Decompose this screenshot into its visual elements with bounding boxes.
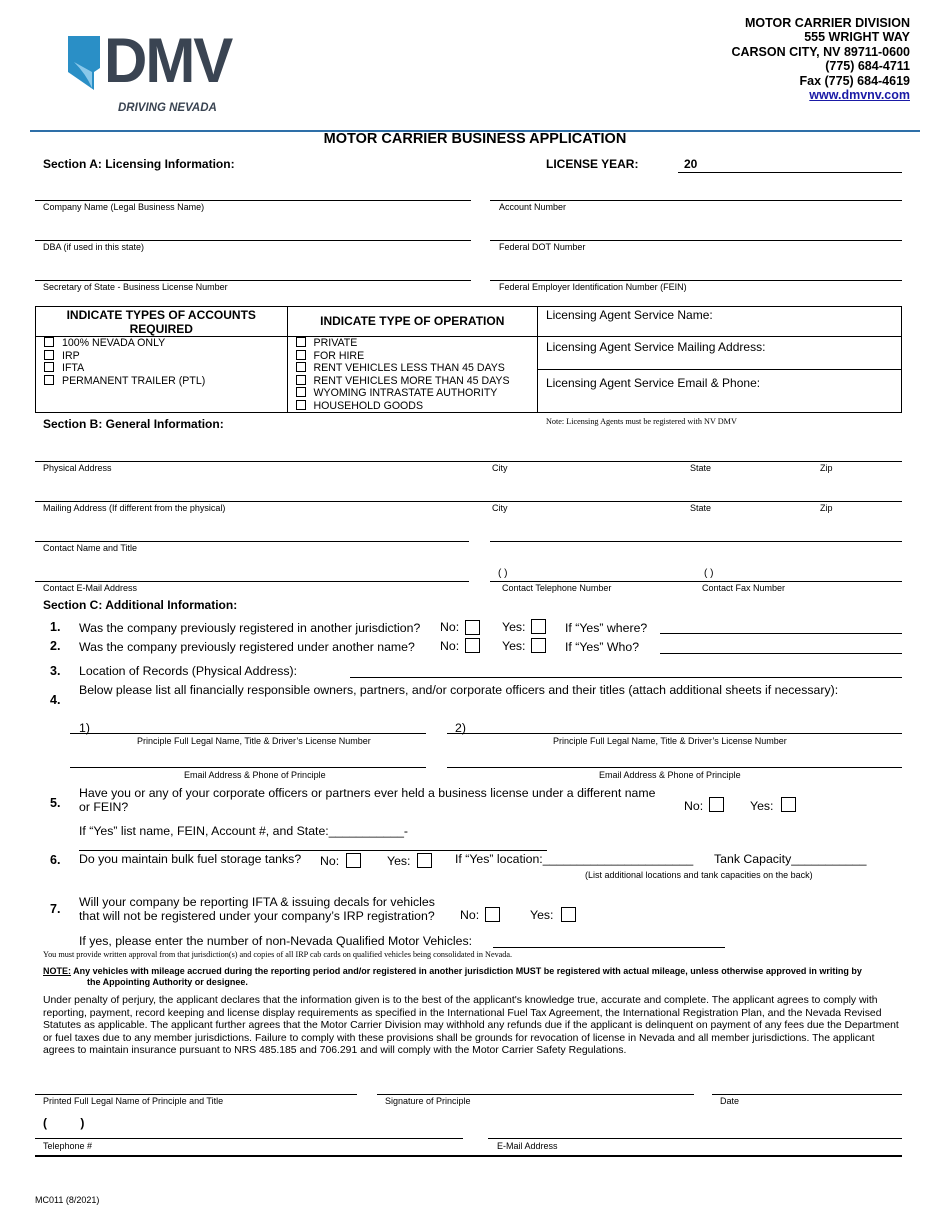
q1-where-field[interactable] — [660, 633, 902, 634]
license-year-field[interactable] — [678, 172, 902, 173]
principal-2-marker: 2) — [455, 721, 466, 735]
phone-area-code: ( ) — [498, 568, 508, 579]
agent-email-label: Licensing Agent Service Email & Phone: — [545, 376, 761, 390]
account-option[interactable]: PERMANENT TRAILER (PTL) — [44, 375, 287, 388]
date-field[interactable] — [712, 1094, 902, 1095]
agent-name-cell[interactable] — [537, 307, 901, 337]
blank-field[interactable] — [490, 541, 902, 542]
mileage-note — [43, 966, 903, 988]
logo-text: DMV — [104, 25, 232, 96]
accounts-list-cell — [36, 337, 288, 413]
contact-email-label: Contact E-Mail Address — [43, 583, 138, 593]
contact-name-label: Contact Name and Title — [43, 543, 138, 553]
account-number-label: Account Number — [499, 202, 567, 212]
operation-option[interactable]: FOR HIRE — [296, 350, 537, 363]
fein-label: Federal Employer Identification Number (FEIN) — [499, 282, 687, 292]
contact-fax-label: Contact Fax Number — [702, 583, 786, 593]
signature-label: Signature of Principle — [385, 1096, 471, 1106]
principal-1-name-field[interactable] — [70, 733, 426, 734]
records-location-field[interactable] — [350, 677, 902, 678]
fax-number: Fax (775) 684-4619 — [799, 73, 910, 88]
division-address — [731, 16, 910, 102]
q7-no-label: No: — [460, 908, 480, 922]
q7-vehicle-count-field[interactable] — [493, 947, 725, 948]
accounts-header: INDICATE TYPES OF ACCOUNTS REQUIRED — [66, 308, 256, 336]
q1-yes-checkbox[interactable] — [531, 619, 546, 634]
agent-name-label: Licensing Agent Service Name: — [545, 308, 713, 322]
checkbox[interactable] — [44, 375, 54, 385]
note-text-2: the Appointing Authority or designee. — [87, 977, 248, 987]
q5-number: 5. — [50, 796, 61, 810]
q1-no-label: No: — [440, 620, 460, 634]
q1-text: Was the company previously registered in another jurisdiction? — [79, 621, 421, 635]
section-b-heading: Section B: General Information: — [43, 417, 224, 431]
checkbox[interactable] — [296, 362, 306, 372]
operation-option[interactable]: HOUSEHOLD GOODS — [296, 400, 537, 413]
q3-number: 3. — [50, 664, 61, 678]
contact-phone-label: Contact Telephone Number — [502, 583, 612, 593]
q6-capacity-field[interactable]: Tank Capacity___________ — [714, 852, 867, 866]
q4-number: 4. — [50, 693, 61, 707]
website-link[interactable]: www.dmvnv.com — [809, 88, 910, 103]
email-label: E-Mail Address — [497, 1141, 558, 1151]
division-name: MOTOR CARRIER DIVISION — [744, 16, 910, 30]
q1-no-checkbox[interactable] — [465, 620, 480, 635]
account-option[interactable]: 100% NEVADA ONLY — [44, 337, 287, 350]
operation-header: INDICATE TYPE OF OPERATION — [320, 314, 505, 328]
checkbox[interactable] — [44, 362, 54, 372]
agent-address-label: Licensing Agent Service Mailing Address: — [545, 340, 766, 354]
q6-number: 6. — [50, 853, 61, 867]
q5-yes-checkbox[interactable] — [781, 797, 796, 812]
q7-yes-checkbox[interactable] — [561, 907, 576, 922]
principal-1-name-label: Principle Full Legal Name, Title & Driver’s License Number — [137, 736, 371, 746]
q7-text-line1: Will your company be reporting IFTA & issuing decals for vehicles — [79, 895, 435, 909]
operation-option[interactable]: WYOMING INTRASTATE AUTHORITY — [296, 387, 537, 400]
mailing-address-field[interactable] — [35, 501, 902, 502]
q6-no-label: No: — [320, 854, 340, 868]
q2-who-field[interactable] — [660, 653, 902, 654]
account-operation-table — [35, 306, 902, 413]
date-label: Date — [720, 1096, 740, 1106]
checkbox[interactable] — [44, 350, 54, 360]
company-name-field[interactable] — [35, 200, 471, 201]
form-id: MC011 (8/2021) — [35, 1195, 100, 1205]
principal-1-email-label: Email Address & Phone of Principle — [184, 770, 326, 780]
q5-followup-field[interactable] — [79, 850, 547, 851]
federal-dot-label: Federal DOT Number — [499, 242, 586, 252]
q2-yes-label: Yes: — [502, 639, 526, 653]
account-number-field[interactable] — [490, 200, 902, 201]
q6-no-checkbox[interactable] — [346, 853, 361, 868]
q7-small-note: You must provide written approval from that jurisdiction(s) and copies of all IRP cab cards on qualified vehicles being consolidated in Nevada. — [43, 950, 513, 959]
q4-text: Below please list all financially responsible owners, partners, and/or corporate officers and their titles (attach additional sheets if necessary): — [79, 683, 839, 697]
contact-email-field[interactable] — [35, 581, 469, 582]
zip-label: Zip — [820, 503, 833, 513]
q2-no-checkbox[interactable] — [465, 638, 480, 653]
agent-note: Note: Licensing Agents must be registered with NV DMV — [546, 417, 737, 426]
principal-2-name-field[interactable] — [447, 733, 902, 734]
phone-number: (775) 684-4711 — [825, 59, 910, 74]
q6-note: (List additional locations and tank capacities on the back) — [585, 870, 813, 880]
principal-1-marker: 1) — [79, 721, 90, 735]
checkbox[interactable] — [296, 350, 306, 360]
sos-license-label: Secretary of State - Business License Number — [43, 282, 228, 292]
operation-option[interactable]: PRIVATE — [296, 337, 537, 350]
q6-yes-label: Yes: — [387, 854, 411, 868]
telephone-field[interactable] — [35, 1138, 463, 1139]
q2-no-label: No: — [440, 639, 460, 653]
printed-name-field[interactable] — [35, 1094, 357, 1095]
q7-no-checkbox[interactable] — [485, 907, 500, 922]
q2-text: Was the company previously registered under another name? — [79, 640, 415, 654]
agent-email-cell[interactable] — [537, 370, 901, 413]
account-option[interactable]: IRP — [44, 350, 287, 363]
q7-number: 7. — [50, 902, 61, 916]
contact-phone-fax-field[interactable] — [490, 581, 902, 582]
sos-license-field[interactable] — [35, 280, 471, 281]
operation-option[interactable]: RENT VEHICLES LESS THAN 45 DAYS — [296, 362, 537, 375]
signature-field[interactable] — [377, 1094, 694, 1095]
email-field[interactable] — [488, 1138, 902, 1139]
operation-option[interactable]: RENT VEHICLES MORE THAN 45 DAYS — [296, 375, 537, 388]
q6-yes-checkbox[interactable] — [417, 853, 432, 868]
form-title: MOTOR CARRIER BUSINESS APPLICATION — [323, 131, 627, 147]
q7-followup: If yes, please enter the number of non-Nevada Qualified Motor Vehicles: — [79, 934, 473, 948]
city-state-zip: CARSON CITY, NV 89711-0600 — [731, 44, 910, 59]
principal-1-email-field[interactable] — [70, 767, 426, 768]
principal-2-email-field[interactable] — [447, 767, 902, 768]
physical-address-label: Physical Address — [43, 463, 112, 473]
company-name-label: Company Name (Legal Business Name) — [43, 202, 205, 212]
accounts-header-cell — [36, 307, 288, 337]
q2-number: 2. — [50, 639, 61, 653]
state-label: State — [690, 503, 712, 513]
q1-number: 1. — [50, 620, 61, 634]
q5-no-label: No: — [684, 799, 704, 813]
checkbox[interactable] — [296, 375, 306, 385]
q5-text-line1: Have you or any of your corporate officers or partners ever held a business license under a different name — [79, 786, 656, 800]
section-c-heading: Section C: Additional Information: — [43, 598, 238, 612]
city-label: City — [492, 503, 508, 513]
operation-header-cell — [287, 307, 537, 337]
operation-list-cell — [287, 337, 537, 413]
note-text: Any vehicles with mileage accrued during the reporting period and/or registered in another jurisdiction MUST be registered with actual mileage, unless otherwise approved in writing by — [71, 966, 862, 976]
fein-field[interactable] — [490, 280, 902, 281]
license-year-label: LICENSE YEAR: — [546, 157, 639, 171]
printed-name-label: Printed Full Legal Name of Principle and Title — [43, 1096, 224, 1106]
q5-yes-label: Yes: — [750, 799, 774, 813]
q2-followup-label: If “Yes” Who? — [565, 640, 640, 654]
q7-text-line2: that will not be registered under your company’s IRP registration? — [79, 909, 435, 923]
telephone-label: Telephone # — [43, 1141, 93, 1151]
federal-dot-field[interactable] — [490, 240, 902, 241]
street-address: 555 WRIGHT WAY — [804, 30, 910, 45]
bottom-rule — [35, 1155, 902, 1157]
mailing-address-label: Mailing Address (If different from the physical) — [43, 503, 226, 513]
q6-text: Do you maintain bulk fuel storage tanks? — [79, 852, 302, 866]
telephone-area-code: ( ) — [43, 1116, 85, 1130]
q2-yes-checkbox[interactable] — [531, 638, 546, 653]
q1-followup-label: If “Yes” where? — [565, 621, 648, 635]
account-option[interactable]: IFTA — [44, 362, 287, 375]
checkbox[interactable] — [296, 400, 306, 410]
q5-no-checkbox[interactable] — [709, 797, 724, 812]
principal-2-name-label: Principle Full Legal Name, Title & Driver’s License Number — [553, 736, 787, 746]
q3-text: Location of Records (Physical Address): — [79, 664, 298, 678]
perjury-statement: Under penalty of perjury, the applicant declares that the information given is to the best of the applicant's knowledge true, accurate and complete. The applicant agrees to comply with reporting, payment, record keeping and license display requirements as specified in the International Fuel Tax Agreement, the International Registration Plan, and the Nevada Revised Statutes as applicable. The applicant further agrees that the Motor Carrier Division may withhold any refunds due if the applicant is delinquent on payment of any fees due the Department or fuel taxes due to any member jurisdictions. Failure to comply with these provisions shall be grounds for revocation of license in Nevada and all member jurisdictions. The applicant agrees to maintain insurance pursuant to NRS 485.185 and 706.291 and will comply with the Motor Carrier Safety Regulations. — [43, 995, 899, 1057]
q7-yes-label: Yes: — [530, 908, 554, 922]
dba-label: DBA (if used in this state) — [43, 242, 145, 252]
contact-name-field[interactable] — [35, 541, 469, 542]
checkbox[interactable] — [296, 387, 306, 397]
city-label: City — [492, 463, 508, 473]
q5-followup[interactable]: If “Yes” list name, FEIN, Account #, and State:___________- — [79, 824, 409, 838]
q1-yes-label: Yes: — [502, 620, 526, 634]
dmv-logo — [66, 25, 246, 116]
section-a-heading: Section A: Licensing Information: — [43, 157, 235, 171]
state-label: State — [690, 463, 712, 473]
physical-address-field[interactable] — [35, 461, 902, 462]
agent-address-cell[interactable] — [537, 337, 901, 370]
q6-location-field[interactable]: If “Yes” location:______________________ — [455, 852, 694, 866]
note-label: NOTE: — [43, 966, 71, 976]
checkbox[interactable] — [44, 337, 54, 347]
logo-tagline: DRIVING NEVADA — [118, 102, 217, 114]
fax-area-code: ( ) — [704, 568, 714, 579]
checkbox[interactable] — [296, 337, 306, 347]
principal-2-email-label: Email Address & Phone of Principle — [599, 770, 741, 780]
license-year-prefix: 20 — [684, 157, 698, 171]
zip-label: Zip — [820, 463, 833, 473]
dba-field[interactable] — [35, 240, 471, 241]
q5-text-line2: or FEIN? — [79, 800, 129, 814]
